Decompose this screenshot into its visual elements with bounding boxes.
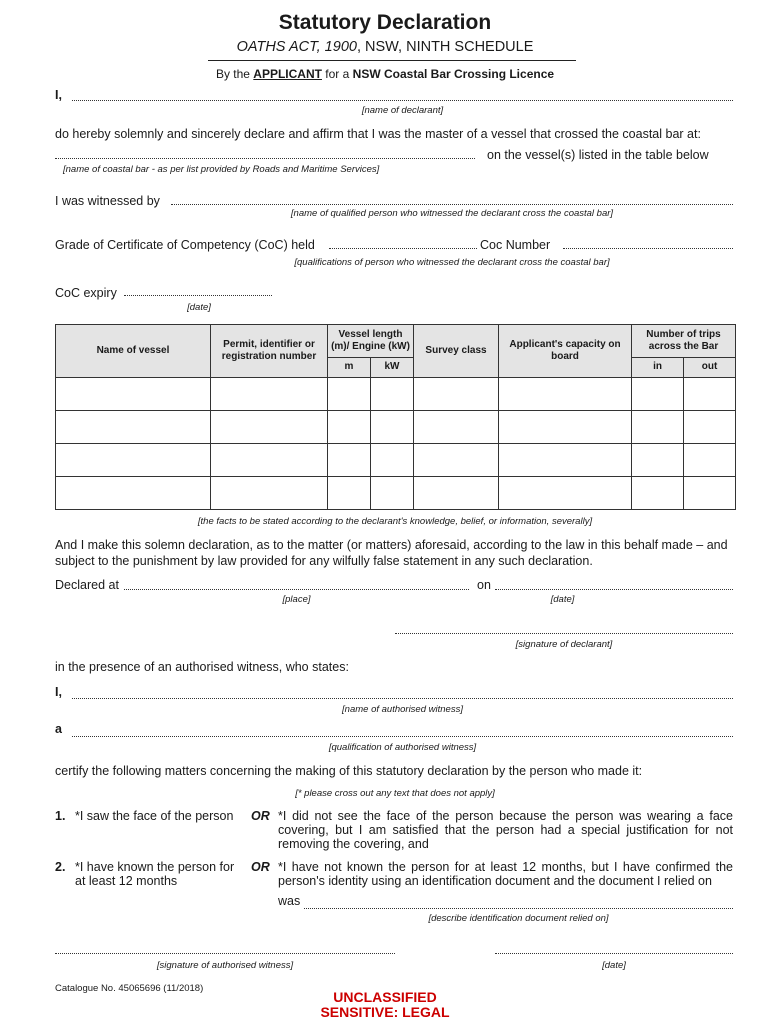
header-sub-out: out xyxy=(684,358,736,378)
declare-text: do hereby solemnly and sincerely declare and affirm that I was the master of a vessel that crossed the coastal bar at: xyxy=(55,127,701,141)
header-vessel-name: Name of vessel xyxy=(56,325,211,378)
item2-option-a[interactable]: *I have known the person for at least 12 months xyxy=(75,860,235,888)
was-label: was xyxy=(278,894,301,908)
table-cell[interactable] xyxy=(328,477,371,510)
classification-label xyxy=(235,990,535,1021)
classification-line-1: UNCLASSIFIED xyxy=(333,989,437,1005)
witnessed-by-field[interactable] xyxy=(171,204,733,205)
byline-licence: NSW Coastal Bar Crossing Licence xyxy=(352,67,555,81)
act-schedule: , NSW, NINTH SCHEDULE xyxy=(356,39,534,55)
table-cell[interactable] xyxy=(211,444,328,477)
facts-note: [the facts to be stated according to the declarant's knowledge, belief, or information, severally] xyxy=(197,516,593,527)
table-cell[interactable] xyxy=(56,477,211,510)
table-cell[interactable] xyxy=(632,378,684,411)
witness-name-note: [name of authorised witness] xyxy=(342,704,463,715)
table-cell[interactable] xyxy=(328,378,371,411)
witness-signature-note: [signature of authorised witness] xyxy=(156,960,294,971)
table-cell[interactable] xyxy=(414,477,499,510)
table-cell[interactable] xyxy=(328,411,371,444)
witness-qualification-note: [qualification of authorised witness] xyxy=(328,742,477,753)
coc-number-field[interactable] xyxy=(563,248,733,249)
table-cell[interactable] xyxy=(684,477,736,510)
table-cell[interactable] xyxy=(211,411,328,444)
header-sub-m: m xyxy=(328,358,371,378)
table-cell[interactable] xyxy=(684,411,736,444)
table-cell[interactable] xyxy=(56,444,211,477)
expiry-date-note: [date] xyxy=(187,302,211,313)
place-note: [place] xyxy=(282,594,311,605)
table-cell[interactable] xyxy=(632,411,684,444)
header-survey-class: Survey class xyxy=(414,325,499,378)
declarant-signature-field[interactable] xyxy=(395,633,733,634)
table-cell[interactable] xyxy=(499,411,632,444)
identification-document-note: [describe identification document relied on] xyxy=(428,913,609,924)
qualifications-note: [qualifications of person who witnessed the declarant cross the coastal bar] xyxy=(294,257,610,268)
table-cell[interactable] xyxy=(371,378,414,411)
byline-by-the: By the xyxy=(215,67,254,81)
table-cell[interactable] xyxy=(56,411,211,444)
title-divider xyxy=(208,60,576,61)
declarant-name-field[interactable] xyxy=(72,100,733,101)
table-cell[interactable] xyxy=(684,444,736,477)
coastal-bar-field[interactable] xyxy=(55,158,475,159)
byline-applicant: APPLICANT xyxy=(253,67,322,81)
presence-text: in the presence of an authorised witness, who states: xyxy=(55,660,349,674)
table-cell[interactable] xyxy=(371,444,414,477)
vessel-text: on the vessel(s) listed in the table below xyxy=(487,148,709,162)
classification-line-2: SENSITIVE: LEGAL xyxy=(320,1004,450,1021)
item1-option-b[interactable]: *I did not see the face of the person because the person was wearing a face covering, but I am satisfied that the person had a special justification for not removing the covering, and xyxy=(278,809,733,851)
table-cell[interactable] xyxy=(371,411,414,444)
table-cell[interactable] xyxy=(414,444,499,477)
header-capacity: Applicant's capacity on board xyxy=(499,325,632,378)
table-cell[interactable] xyxy=(684,378,736,411)
table-cell[interactable] xyxy=(371,477,414,510)
table-cell[interactable] xyxy=(414,411,499,444)
coc-number-label: Coc Number xyxy=(480,238,551,252)
header-sub-kw: kW xyxy=(371,358,414,378)
declared-place-field[interactable] xyxy=(124,589,469,590)
certify-text: certify the following matters concerning the making of this statutory declaration by the person who made it: xyxy=(55,764,643,778)
table-cell[interactable] xyxy=(632,477,684,510)
header-sub-in: in xyxy=(632,358,684,378)
cross-out-note: [* please cross out any text that does not apply] xyxy=(295,788,495,799)
witnessed-note: [name of qualified person who witnessed the declarant cross the coastal bar] xyxy=(290,208,614,219)
item2-number: 2. xyxy=(55,860,66,874)
witness-a-label: a xyxy=(55,722,62,736)
header-length-engine: Vessel length (m)/ Engine (kW) xyxy=(328,325,414,358)
solemn-text: And I make this solemn declaration, as to the matter (or matters) aforesaid, according to the law in this behalf made – and subject to the punishment by law provided for any wilfully false statement in any such declaration. xyxy=(55,538,728,568)
witnessed-label: I was witnessed by xyxy=(55,194,160,208)
declarant-i-label: I, xyxy=(55,88,62,102)
identification-document-field[interactable] xyxy=(304,908,733,909)
declared-date-field[interactable] xyxy=(495,589,733,590)
grade-field[interactable] xyxy=(329,248,477,249)
table-cell[interactable] xyxy=(211,378,328,411)
table-cell[interactable] xyxy=(632,444,684,477)
witness-date-note: [date] xyxy=(602,960,626,971)
witness-name-field[interactable] xyxy=(72,698,733,699)
table-cell[interactable] xyxy=(328,444,371,477)
catalogue-number: Catalogue No. 45065696 (11/2018) xyxy=(55,983,204,994)
byline xyxy=(0,67,770,81)
witness-signature-field[interactable] xyxy=(55,953,395,954)
witness-date-field[interactable] xyxy=(495,953,733,954)
table-cell[interactable] xyxy=(211,477,328,510)
witness-qualification-field[interactable] xyxy=(72,736,733,737)
grade-label: Grade of Certificate of Competency (CoC) held xyxy=(55,238,315,252)
coastal-bar-note: [name of coastal bar - as per list provided by Roads and Maritime Services] xyxy=(63,164,380,175)
declared-on-label: on xyxy=(477,578,491,592)
act-name: OATHS ACT, 1900 xyxy=(236,39,357,55)
table-cell[interactable] xyxy=(499,477,632,510)
header-permit: Permit, identifier or registration number xyxy=(211,325,328,378)
table-row xyxy=(56,444,736,477)
table-cell[interactable] xyxy=(499,378,632,411)
table-cell[interactable] xyxy=(414,378,499,411)
item1-or: OR xyxy=(251,809,270,823)
expiry-label: CoC expiry xyxy=(55,286,117,300)
declared-at-label: Declared at xyxy=(55,578,119,592)
item2-or: OR xyxy=(251,860,270,874)
witness-i-label: I, xyxy=(55,685,62,699)
table-cell[interactable] xyxy=(499,444,632,477)
act-subtitle xyxy=(0,39,770,55)
table-row xyxy=(56,378,736,411)
coc-expiry-field[interactable] xyxy=(124,295,272,296)
table-cell[interactable] xyxy=(56,378,211,411)
item1-number: 1. xyxy=(55,809,66,823)
declared-date-note: [date] xyxy=(550,594,575,605)
byline-for-a: for a xyxy=(321,67,353,81)
item2-option-b[interactable]: *I have not known the person for at least 12 months, but I have confirmed the person's identity using an identification document and the document I relied on xyxy=(278,860,733,888)
table-row xyxy=(56,411,736,444)
vessel-table xyxy=(55,324,736,510)
declarant-signature-note: [signature of declarant] xyxy=(515,639,613,650)
item1-option-a[interactable]: *I saw the face of the person xyxy=(75,809,234,823)
table-row xyxy=(56,477,736,510)
header-trips: Number of trips across the Bar xyxy=(632,325,736,358)
page-title: Statutory Declaration xyxy=(278,11,492,34)
declarant-name-note: [name of declarant] xyxy=(361,105,444,116)
